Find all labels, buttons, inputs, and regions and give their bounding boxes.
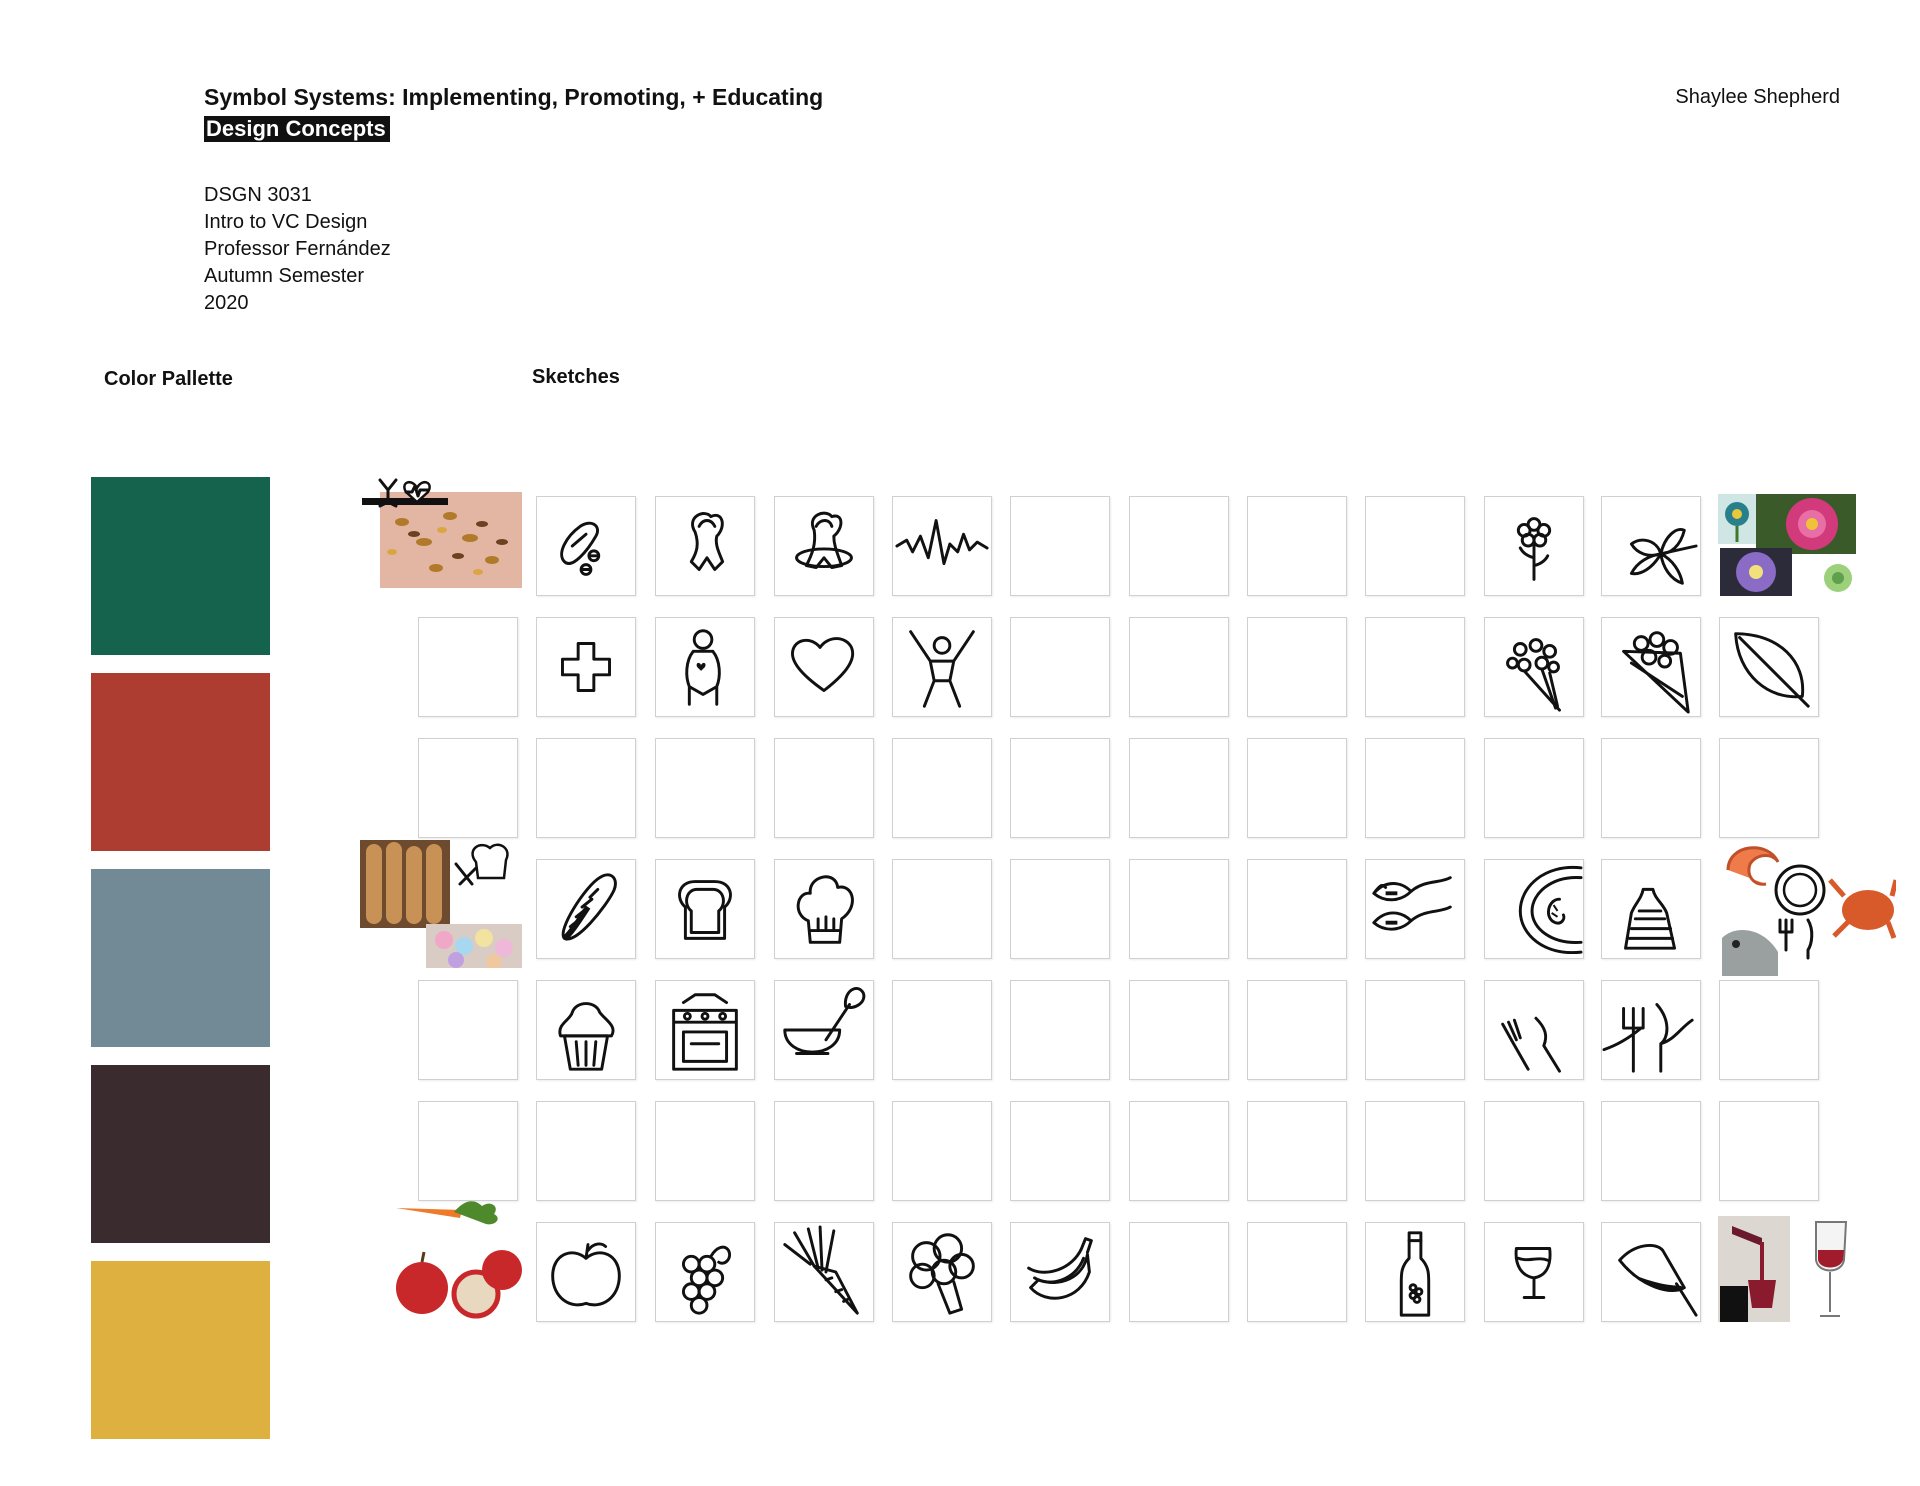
person-cheer-icon [893, 618, 991, 716]
baguette-icon [537, 860, 635, 958]
sketch-cell-empty [1129, 496, 1229, 596]
sketch-cell-empty [1365, 496, 1465, 596]
sketch-cell-empty [418, 617, 518, 717]
sketch-cell-person-heart [655, 617, 755, 717]
sketch-cell-empty [655, 1101, 755, 1201]
fork-knife-icon [1485, 981, 1583, 1079]
sketch-cell-empty [418, 738, 518, 838]
sketch-cell-empty [1365, 980, 1465, 1080]
carrot-icon [775, 1223, 873, 1321]
sketch-cell-empty [892, 1101, 992, 1201]
sketch-cell-leaf [1719, 617, 1819, 717]
sketch-cell-empty [1129, 859, 1229, 959]
oven-icon [656, 981, 754, 1079]
mixing-bowl-icon [775, 981, 873, 1079]
sketch-cell-bread-slice [655, 859, 755, 959]
sketch-cell-empty [1484, 738, 1584, 838]
person-hug-icon [775, 497, 873, 595]
sketch-cell-empty [1484, 1101, 1584, 1201]
wine-pour-icon [1602, 1223, 1700, 1321]
fish-icon [1366, 860, 1464, 958]
sketch-cell-empty [1247, 617, 1347, 717]
apples-collage [390, 1196, 528, 1322]
sketch-cell-empty [1601, 1101, 1701, 1201]
sketch-cell-empty [1365, 738, 1465, 838]
sketch-cell-banana [1010, 1222, 1110, 1322]
sketches-heading: Sketches [532, 366, 620, 388]
sketch-cell-empty [536, 1101, 636, 1201]
sketch-cell-heart [774, 617, 874, 717]
sketch-cell-cross [536, 617, 636, 717]
wine-glass-icon [1485, 1223, 1583, 1321]
sketch-cell-empty [1247, 859, 1347, 959]
fork-knife-swirl-icon [1602, 981, 1700, 1079]
sketch-cell-empty [1010, 859, 1110, 959]
broccoli-icon [893, 1223, 991, 1321]
sketch-cell-empty [892, 980, 992, 1080]
sketch-cell-wine-bottle [1365, 1222, 1465, 1322]
shrimp-icon [1602, 860, 1700, 958]
sketch-cell-empty [1365, 617, 1465, 717]
bread-slice-icon [656, 860, 754, 958]
sketch-cell-empty [418, 980, 518, 1080]
sketch-cell-empty [418, 1101, 518, 1201]
sketch-cell-empty [892, 738, 992, 838]
sketch-cell-empty [1365, 1101, 1465, 1201]
sketch-cell-baguette [536, 859, 636, 959]
sketch-cell-empty [1129, 1222, 1229, 1322]
palette-heading: Color Pallette [104, 368, 233, 390]
sketch-cell-bouquet-wrapped [1601, 617, 1701, 717]
sketch-cell-empty [1010, 1101, 1110, 1201]
sketch-cell-person-cheer [892, 617, 992, 717]
sketch-cell-empty [1010, 980, 1110, 1080]
author-name: Shaylee Shepherd [1675, 86, 1840, 108]
cross-icon [537, 618, 635, 716]
flower-petals-icon [1602, 497, 1700, 595]
sketch-cell-mixing-bowl [774, 980, 874, 1080]
sketch-cell-person-hug [774, 496, 874, 596]
wine-bottle-icon [1366, 1223, 1464, 1321]
sketch-cell-bouquet [1484, 617, 1584, 717]
sketch-cell-empty [892, 859, 992, 959]
color-swatch-gold [91, 1261, 270, 1439]
bouquet-wrapped-icon [1602, 618, 1700, 716]
wine-collage [1718, 1216, 1852, 1322]
sketch-cell-oven [655, 980, 755, 1080]
sketch-cell-chef-hat [774, 859, 874, 959]
banana-icon [1011, 1223, 1109, 1321]
leaf-icon [1720, 618, 1818, 716]
sketch-cell-empty [1247, 1222, 1347, 1322]
sketch-cell-empty [1247, 738, 1347, 838]
sketch-cell-grapes [655, 1222, 755, 1322]
page-subtitle: Design Concepts [204, 116, 390, 142]
heart-icon [775, 618, 873, 716]
pill-icon [537, 497, 635, 595]
color-swatch-red [91, 673, 270, 851]
sketch-cell-empty [1129, 738, 1229, 838]
sketch-cell-flower [1484, 496, 1584, 596]
sketch-cell-empty [1010, 496, 1110, 596]
sketch-cell-fish [1365, 859, 1465, 959]
vitamins-collage [362, 472, 522, 588]
sketch-cell-empty [1719, 1101, 1819, 1201]
flower-icon [1485, 497, 1583, 595]
sketch-cell-shrimp [1601, 859, 1701, 959]
sketch-cell-empty [774, 738, 874, 838]
chef-hat-icon [775, 860, 873, 958]
course-professor: Professor Fernández [204, 238, 391, 260]
color-swatch-dark [91, 1065, 270, 1243]
sketch-cell-empty [1010, 617, 1110, 717]
plate-shrimp-icon [1485, 860, 1583, 958]
course-info [204, 182, 391, 317]
sketch-cell-empty [774, 1101, 874, 1201]
flowers-collage [1718, 494, 1858, 596]
sketch-cell-plate-shrimp [1484, 859, 1584, 959]
sketch-cell-fork-knife-swirl [1601, 980, 1701, 1080]
course-year: 2020 [204, 292, 249, 314]
sketch-cell-empty [1129, 1101, 1229, 1201]
bakery-collage [360, 840, 522, 968]
color-swatch-green [91, 477, 270, 655]
apple-icon [537, 1223, 635, 1321]
sketch-cell-carrot [774, 1222, 874, 1322]
sketch-cell-empty [1719, 980, 1819, 1080]
sketch-cell-empty [655, 738, 755, 838]
person-icon [656, 497, 754, 595]
sketch-cell-empty [536, 738, 636, 838]
cupcake-icon [537, 981, 635, 1079]
sketch-cell-person [655, 496, 755, 596]
course-semester: Autumn Semester [204, 265, 365, 287]
sketch-cell-empty [1129, 980, 1229, 1080]
heartbeat-icon [893, 497, 991, 595]
course-name: Intro to VC Design [204, 211, 368, 233]
seafood-collage [1718, 840, 1896, 976]
sketch-cell-empty [1719, 738, 1819, 838]
sketch-cell-fork-knife [1484, 980, 1584, 1080]
bouquet-icon [1485, 618, 1583, 716]
sketch-cell-cupcake [536, 980, 636, 1080]
sketch-cell-empty [1247, 1101, 1347, 1201]
page-title: Symbol Systems: Implementing, Promoting, + Educating [204, 84, 824, 110]
sketch-cell-heartbeat [892, 496, 992, 596]
sketch-cell-wine-pour [1601, 1222, 1701, 1322]
sketch-cell-empty [1247, 980, 1347, 1080]
sketch-cell-pill [536, 496, 636, 596]
sketch-cell-wine-glass [1484, 1222, 1584, 1322]
sketch-cell-flower-petals [1601, 496, 1701, 596]
course-code: DSGN 3031 [204, 184, 312, 206]
sketch-cell-empty [1129, 617, 1229, 717]
grapes-icon [656, 1223, 754, 1321]
sketch-cell-apple [536, 1222, 636, 1322]
person-heart-icon [656, 618, 754, 716]
sketch-cell-empty [1247, 496, 1347, 596]
color-swatch-slate [91, 869, 270, 1047]
sketch-cell-empty [1010, 738, 1110, 838]
sketch-cell-broccoli [892, 1222, 992, 1322]
sketch-cell-empty [1601, 738, 1701, 838]
